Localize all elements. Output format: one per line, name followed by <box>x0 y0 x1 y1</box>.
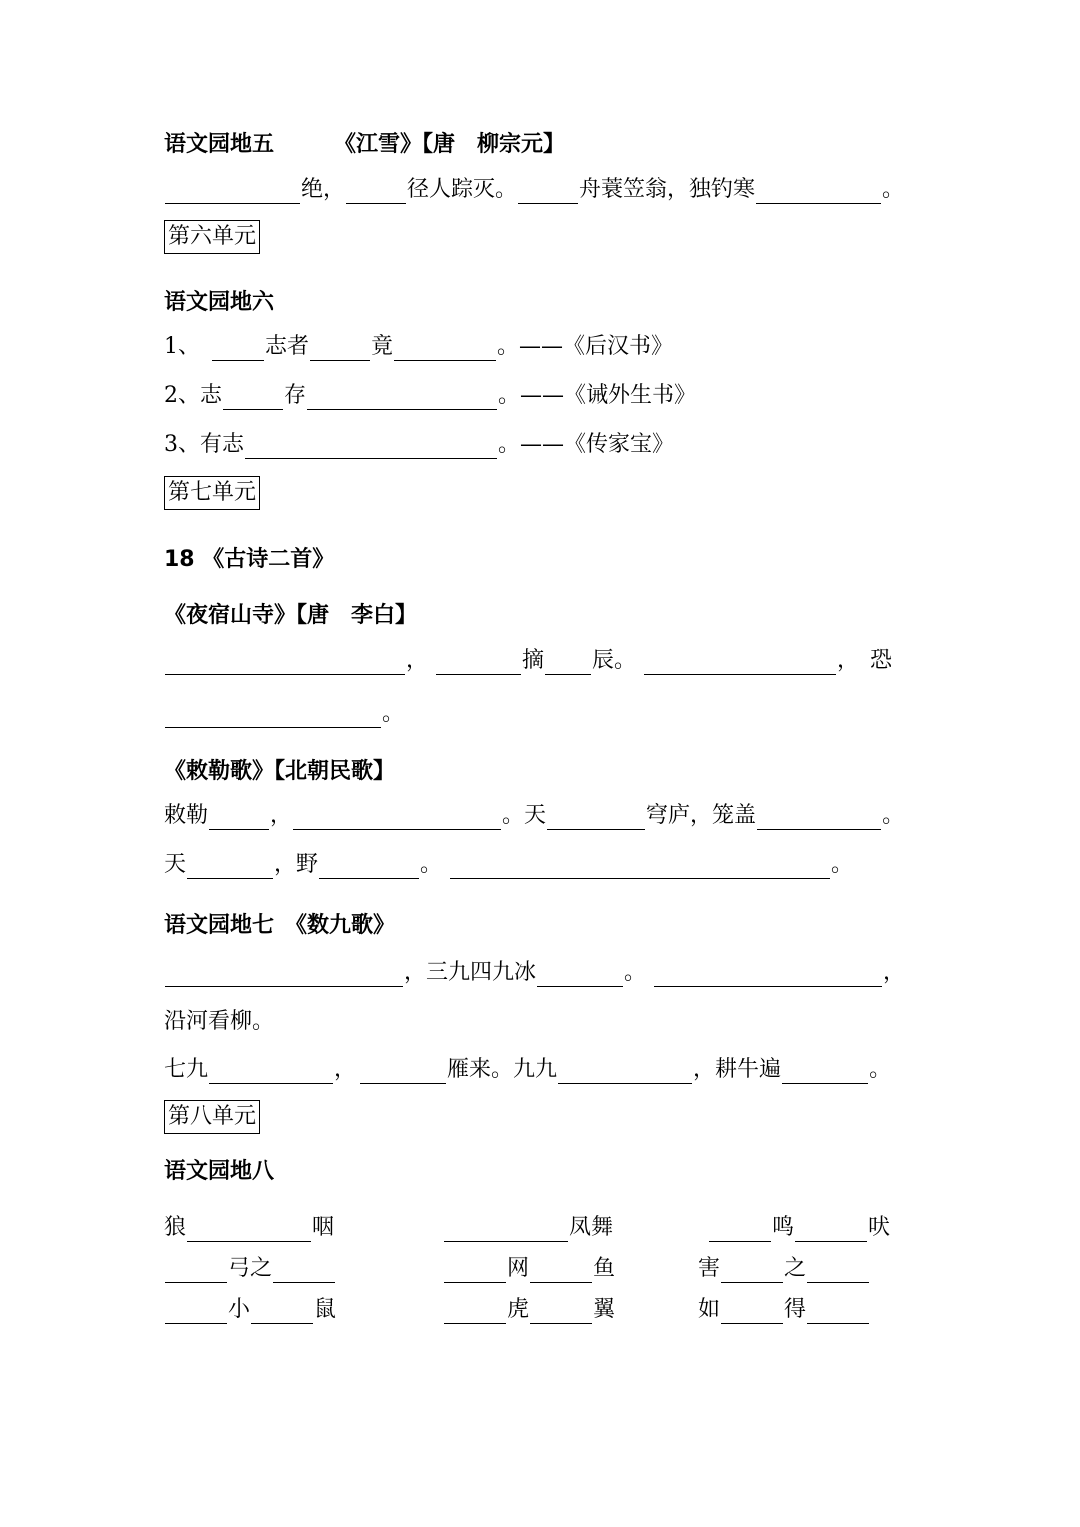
proverb-line-3 <box>164 425 674 459</box>
answer-blank[interactable] <box>165 652 405 675</box>
text: 咽 <box>312 1215 335 1240</box>
text: 七九 <box>164 1057 209 1082</box>
idiom-r1-c1 <box>164 1208 334 1242</box>
unit-label-6: 第六单元 <box>164 220 260 254</box>
section-heading-garden5 <box>164 125 565 159</box>
text: 。 <box>624 960 647 985</box>
idiom-r1-c2 <box>443 1208 613 1242</box>
answer-blank[interactable] <box>212 338 264 361</box>
proverb-line-2 <box>164 376 696 410</box>
idiom-r3-c3 <box>698 1290 870 1324</box>
text: 。 <box>420 852 443 877</box>
text: ，野 <box>274 852 319 877</box>
shujiuge-line-2: 沿河看柳。 <box>164 1009 275 1034</box>
answer-blank[interactable] <box>165 1301 227 1324</box>
text: 志者 <box>265 334 310 359</box>
answer-blank[interactable] <box>165 705 381 728</box>
text: 凤舞 <box>569 1215 614 1240</box>
answer-blank[interactable] <box>187 856 273 879</box>
answer-blank[interactable] <box>795 1219 867 1242</box>
idiom-r3-c2 <box>443 1290 615 1324</box>
text: 鱼 <box>593 1256 616 1281</box>
answer-blank[interactable] <box>165 181 300 204</box>
answer-blank[interactable] <box>756 181 881 204</box>
text: 。——《诫外生书》 <box>498 383 697 408</box>
poem-title-jiangxue: 《江雪》【唐 柳宗元】 <box>334 132 566 157</box>
text: 。——《传家宝》 <box>498 432 675 457</box>
text: ， <box>406 648 429 673</box>
text: 虎 <box>507 1297 530 1322</box>
answer-blank[interactable] <box>187 1219 311 1242</box>
text: 之 <box>784 1256 807 1281</box>
text: 。 <box>882 177 905 202</box>
answer-blank[interactable] <box>537 964 623 987</box>
text: 穹庐，笼盖 <box>646 803 757 828</box>
chilege-line-2 <box>164 845 853 879</box>
answer-blank[interactable] <box>444 1219 568 1242</box>
answer-blank[interactable] <box>346 181 406 204</box>
text: 敕勒 <box>164 803 209 828</box>
text: 弓之 <box>228 1256 273 1281</box>
text: 狼 <box>164 1215 187 1240</box>
answer-blank[interactable] <box>307 387 497 410</box>
text: 3、有志 <box>164 432 244 457</box>
text: 害 <box>698 1256 721 1281</box>
text: 。 <box>831 852 854 877</box>
section-heading-garden6: 语文园地六 <box>164 290 275 315</box>
text: 如 <box>698 1297 721 1322</box>
answer-blank[interactable] <box>807 1301 869 1324</box>
text: 。 <box>869 1057 892 1082</box>
answer-blank[interactable] <box>293 807 501 830</box>
answer-blank[interactable] <box>436 652 521 675</box>
shujiuge-line-3 <box>164 1050 891 1084</box>
answer-blank[interactable] <box>223 387 283 410</box>
idiom-r1-c3 <box>708 1208 890 1242</box>
unit-label-7: 第七单元 <box>164 476 260 510</box>
poem-title-yesushansi: 《夜宿山寺》【唐 李白】 <box>164 603 418 628</box>
text: ， 恐 <box>837 648 893 673</box>
text: 翼 <box>593 1297 616 1322</box>
text: 。——《后汉书》 <box>497 334 674 359</box>
text: 吠 <box>868 1215 891 1240</box>
answer-blank[interactable] <box>757 807 881 830</box>
answer-blank[interactable] <box>654 964 882 987</box>
text: 得 <box>784 1297 807 1322</box>
text: 摘 <box>522 648 545 673</box>
answer-blank[interactable] <box>165 1260 227 1283</box>
answer-blank[interactable] <box>444 1260 506 1283</box>
text: 网 <box>507 1256 530 1281</box>
text: 小 <box>228 1297 251 1322</box>
answer-blank[interactable] <box>209 1061 333 1084</box>
answer-blank[interactable] <box>518 181 578 204</box>
proverb-line-1 <box>164 327 673 361</box>
answer-blank[interactable] <box>807 1260 869 1283</box>
answer-blank[interactable] <box>245 436 497 459</box>
answer-blank[interactable] <box>310 338 370 361</box>
text: 存 <box>284 383 307 408</box>
text: ， <box>883 960 906 985</box>
answer-blank[interactable] <box>165 964 403 987</box>
text: 天 <box>164 852 187 877</box>
answer-blank[interactable] <box>782 1061 868 1084</box>
text: 绝， <box>301 177 346 202</box>
answer-blank[interactable] <box>644 652 836 675</box>
answer-blank[interactable] <box>209 807 269 830</box>
section-heading-garden7: 语文园地七 《数九歌》 <box>164 913 396 938</box>
answer-blank[interactable] <box>545 652 591 675</box>
chilege-line-1 <box>164 796 904 830</box>
text: 。 <box>882 803 905 828</box>
text: 。 <box>382 701 405 726</box>
yesushansi-line-1 <box>164 641 892 675</box>
answer-blank[interactable] <box>273 1260 335 1283</box>
lesson-heading-18: 18 《古诗二首》 <box>164 547 335 572</box>
answer-blank[interactable] <box>530 1260 592 1283</box>
text: 。天 <box>502 803 547 828</box>
answer-blank[interactable] <box>558 1061 692 1084</box>
answer-blank[interactable] <box>319 856 419 879</box>
idiom-r2-c3 <box>698 1249 870 1283</box>
section-heading-garden8: 语文园地八 <box>164 1159 275 1184</box>
text: 竟 <box>371 334 394 359</box>
answer-blank[interactable] <box>547 807 645 830</box>
text: 径人踪灭。 <box>407 177 518 202</box>
answer-blank[interactable] <box>450 856 830 879</box>
unit-label-8: 第八单元 <box>164 1100 260 1134</box>
text: 2、志 <box>164 383 222 408</box>
answer-blank[interactable] <box>251 1301 313 1324</box>
text: 舟蓑笠翁，独钓寒 <box>579 177 756 202</box>
text: ， <box>270 803 293 828</box>
jiangxue-line <box>164 170 904 204</box>
answer-blank[interactable] <box>360 1061 446 1084</box>
idiom-r2-c2 <box>443 1249 615 1283</box>
text: 鸣 <box>772 1215 795 1240</box>
text: 辰。 <box>592 648 637 673</box>
text: 鼠 <box>314 1297 337 1322</box>
answer-blank[interactable] <box>709 1219 771 1242</box>
yesushansi-line-2 <box>164 694 404 728</box>
text: 雁来。九九 <box>447 1057 558 1082</box>
shujiuge-line-1 <box>164 953 905 987</box>
answer-blank[interactable] <box>394 338 496 361</box>
answer-blank[interactable] <box>530 1301 592 1324</box>
heading-title: 语文园地五 <box>164 132 275 157</box>
poem-title-chilege: 《敕勒歌》【北朝民歌】 <box>164 759 396 784</box>
text: ，三九四九冰 <box>404 960 537 985</box>
idiom-r2-c1 <box>164 1249 336 1283</box>
answer-blank[interactable] <box>721 1301 783 1324</box>
answer-blank[interactable] <box>721 1260 783 1283</box>
idiom-r3-c1 <box>164 1290 336 1324</box>
text: ，耕牛遍 <box>693 1057 782 1082</box>
answer-blank[interactable] <box>444 1301 506 1324</box>
text: ， <box>334 1057 357 1082</box>
text: 1、 <box>164 334 200 359</box>
